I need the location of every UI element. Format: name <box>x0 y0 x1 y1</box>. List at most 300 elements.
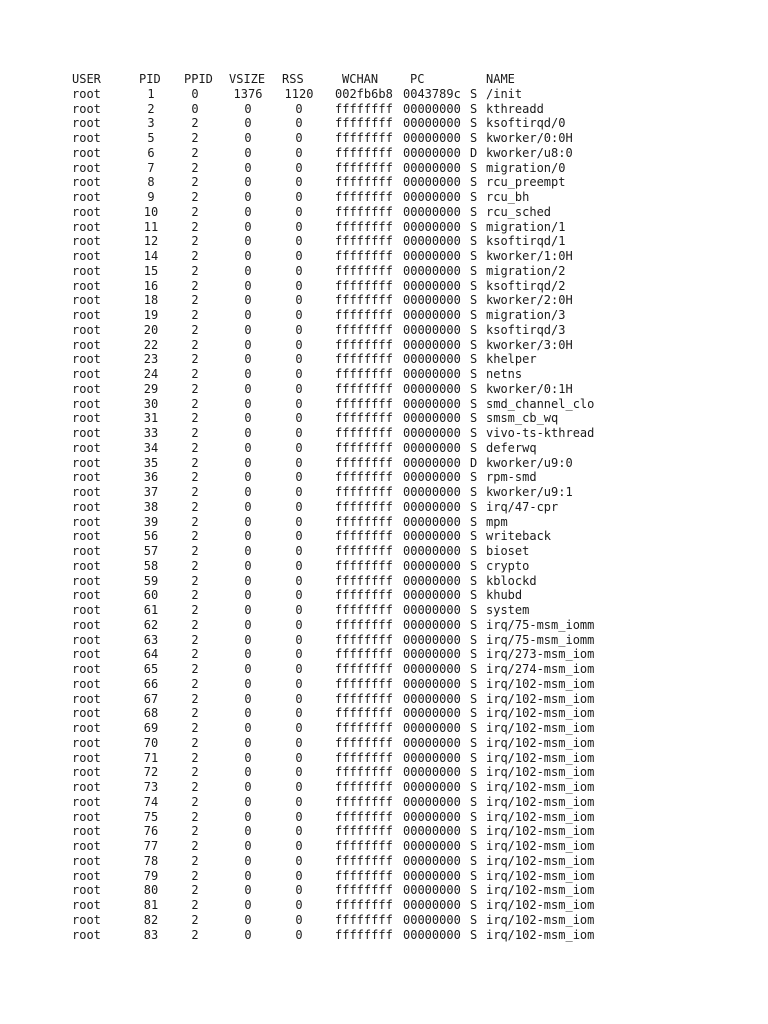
table-row <box>72 337 573 353</box>
cell-pid: 14 <box>143 249 159 263</box>
cell-state: S <box>470 499 478 514</box>
cell-name: irq/102-msm_iom <box>486 868 595 883</box>
cell-wchan: ffffffff <box>335 278 393 293</box>
cell-name: irq/102-msm_iom <box>486 912 595 927</box>
cell-rss: 0 <box>295 249 303 263</box>
cell-state: S <box>470 367 478 381</box>
cell-state: S <box>470 485 478 499</box>
cell-rss: 0 <box>295 544 303 558</box>
cell-name: rcu_preempt <box>486 175 566 190</box>
cell-wchan: ffffffff <box>335 794 393 809</box>
cell-vsize: 0 <box>244 322 252 337</box>
cell-pc: 00000000 <box>403 381 461 396</box>
cell-ppid: 2 <box>191 131 199 145</box>
cell-state: S <box>470 544 478 558</box>
table-row <box>72 470 537 485</box>
cell-name: kworker/3:0H <box>486 337 573 352</box>
cell-wchan: ffffffff <box>335 839 393 853</box>
cell-pid: 64 <box>143 647 159 662</box>
cell-state: S <box>470 426 478 440</box>
cell-ppid: 0 <box>191 86 199 101</box>
table-row <box>72 691 595 707</box>
cell-vsize: 0 <box>244 234 252 249</box>
table-row <box>72 721 595 736</box>
cell-vsize: 0 <box>244 735 252 750</box>
header-vsize: VSIZE <box>229 72 266 86</box>
cell-name: migration/0 <box>486 160 566 175</box>
cell-name: irq/102-msm_iom <box>486 765 595 780</box>
cell-rss: 0 <box>295 706 303 721</box>
table-row <box>72 455 573 471</box>
cell-wchan: ffffffff <box>335 204 393 219</box>
cell-pid: 59 <box>143 573 159 588</box>
cell-state: S <box>470 440 478 455</box>
cell-wchan: ffffffff <box>335 617 393 632</box>
table-row <box>72 234 566 249</box>
table-row <box>72 411 559 426</box>
table-row <box>72 588 523 603</box>
cell-vsize: 0 <box>244 883 252 898</box>
cell-ppid: 2 <box>191 898 199 912</box>
cell-name: irq/102-msm_iom <box>486 883 595 898</box>
cell-pid: 16 <box>143 278 159 293</box>
cell-vsize: 0 <box>244 381 252 396</box>
cell-state: S <box>470 912 478 927</box>
cell-ppid: 2 <box>191 617 199 632</box>
cell-name: kworker/0:1H <box>486 381 573 396</box>
cell-name: kthreadd <box>486 101 544 116</box>
cell-pid: 1 <box>147 86 155 101</box>
table-row <box>72 898 595 913</box>
cell-name: rcu_sched <box>486 204 552 219</box>
table-row <box>72 883 595 898</box>
cell-vsize: 0 <box>244 662 252 676</box>
cell-ppid: 2 <box>191 145 199 160</box>
cell-state: S <box>470 927 478 942</box>
cell-user: root <box>72 278 101 293</box>
table-row <box>72 676 595 692</box>
cell-vsize: 0 <box>244 809 252 824</box>
cell-name: migration/3 <box>486 308 566 322</box>
table-header <box>72 72 515 87</box>
cell-rss: 0 <box>295 396 303 411</box>
cell-pid: 2 <box>147 101 155 116</box>
table-row <box>72 381 573 397</box>
cell-name: smd_channel_clo <box>486 396 595 411</box>
cell-pid: 82 <box>143 912 159 927</box>
cell-pid: 80 <box>143 883 159 898</box>
cell-pc: 00000000 <box>403 293 461 308</box>
table-row <box>72 278 566 294</box>
cell-ppid: 2 <box>191 160 199 175</box>
cell-ppid: 2 <box>191 396 199 411</box>
cell-vsize: 0 <box>244 632 252 647</box>
cell-vsize: 0 <box>244 839 252 853</box>
cell-ppid: 2 <box>191 647 199 662</box>
cell-state: S <box>470 322 478 337</box>
cell-pid: 72 <box>143 765 159 780</box>
cell-user: root <box>72 101 101 116</box>
cell-rss: 0 <box>295 868 303 883</box>
cell-user: root <box>72 706 101 721</box>
cell-wchan: ffffffff <box>335 853 393 868</box>
cell-user: root <box>72 440 101 455</box>
cell-ppid: 2 <box>191 529 199 544</box>
cell-ppid: 2 <box>191 470 199 485</box>
cell-wchan: ffffffff <box>335 588 393 603</box>
cell-state: S <box>470 529 478 544</box>
cell-rss: 0 <box>295 912 303 927</box>
cell-wchan: ffffffff <box>335 426 393 440</box>
cell-user: root <box>72 676 101 691</box>
cell-user: root <box>72 234 101 249</box>
cell-name: irq/102-msm_iom <box>486 853 595 868</box>
cell-rss: 0 <box>295 794 303 809</box>
table-row <box>72 175 566 190</box>
cell-state: S <box>470 381 478 396</box>
cell-wchan: ffffffff <box>335 411 393 426</box>
cell-user: root <box>72 514 101 529</box>
table-row <box>72 426 595 441</box>
cell-state: S <box>470 234 478 249</box>
cell-pc: 00000000 <box>403 175 461 190</box>
cell-user: root <box>72 145 101 160</box>
cell-pid: 68 <box>143 706 159 721</box>
table-row <box>72 632 595 648</box>
cell-vsize: 0 <box>244 426 252 440</box>
table-row <box>72 647 595 662</box>
cell-user: root <box>72 573 101 588</box>
cell-wchan: ffffffff <box>335 116 393 131</box>
cell-pid: 10 <box>143 204 159 219</box>
cell-state: S <box>470 853 478 868</box>
cell-wchan: ffffffff <box>335 691 393 706</box>
cell-user: root <box>72 352 101 367</box>
header-rss: RSS <box>282 72 304 86</box>
cell-pc: 00000000 <box>403 396 461 411</box>
cell-pc: 00000000 <box>403 647 461 662</box>
cell-pc: 00000000 <box>403 691 461 706</box>
cell-user: root <box>72 249 101 263</box>
cell-name: crypto <box>486 558 530 573</box>
cell-state: S <box>470 352 478 367</box>
cell-user: root <box>72 588 101 603</box>
cell-pc: 00000000 <box>403 824 461 839</box>
cell-state: S <box>470 794 478 809</box>
cell-vsize: 0 <box>244 367 252 381</box>
cell-rss: 0 <box>295 263 303 278</box>
cell-name: rpm-smd <box>486 470 537 485</box>
table-row <box>72 116 566 131</box>
cell-rss: 0 <box>295 190 303 204</box>
cell-ppid: 2 <box>191 499 199 514</box>
cell-pc: 00000000 <box>403 249 461 263</box>
cell-rss: 0 <box>295 293 303 308</box>
cell-rss: 0 <box>295 426 303 440</box>
cell-user: root <box>72 853 101 868</box>
cell-pc: 00000000 <box>403 160 461 175</box>
cell-rss: 0 <box>295 809 303 824</box>
cell-state: S <box>470 116 478 131</box>
cell-state: S <box>470 411 478 426</box>
table-row <box>72 160 566 176</box>
cell-pc: 00000000 <box>403 411 461 426</box>
cell-user: root <box>72 603 101 617</box>
table-row <box>72 765 595 780</box>
table-row <box>72 367 523 382</box>
cell-wchan: ffffffff <box>335 662 393 676</box>
cell-pid: 61 <box>143 603 159 617</box>
header-pc: PC <box>410 72 425 86</box>
table-row <box>72 558 530 574</box>
cell-rss: 0 <box>295 721 303 735</box>
cell-wchan: ffffffff <box>335 868 393 883</box>
table-row <box>72 485 573 500</box>
cell-vsize: 0 <box>244 721 252 735</box>
cell-pid: 34 <box>143 440 159 455</box>
cell-wchan: ffffffff <box>335 735 393 750</box>
cell-rss: 0 <box>295 647 303 662</box>
cell-ppid: 2 <box>191 573 199 588</box>
cell-rss: 0 <box>295 780 303 794</box>
table-row <box>72 750 595 766</box>
cell-wchan: ffffffff <box>335 898 393 912</box>
cell-rss: 0 <box>295 676 303 691</box>
cell-pc: 00000000 <box>403 308 461 322</box>
cell-pc: 00000000 <box>403 721 461 735</box>
cell-pc: 00000000 <box>403 735 461 750</box>
cell-user: root <box>72 868 101 883</box>
cell-pc: 00000000 <box>403 278 461 293</box>
cell-name: khelper <box>486 352 537 367</box>
cell-ppid: 2 <box>191 514 199 529</box>
cell-ppid: 2 <box>191 219 199 234</box>
cell-pc: 0043789c <box>403 86 461 101</box>
cell-rss: 0 <box>295 853 303 868</box>
cell-state: S <box>470 101 478 116</box>
cell-ppid: 2 <box>191 868 199 883</box>
cell-pc: 00000000 <box>403 322 461 337</box>
table-row <box>72 263 566 279</box>
table-row <box>72 839 595 854</box>
cell-name: irq/102-msm_iom <box>486 898 595 912</box>
cell-ppid: 2 <box>191 558 199 573</box>
cell-rss: 0 <box>295 367 303 381</box>
cell-pc: 00000000 <box>403 470 461 485</box>
cell-vsize: 0 <box>244 765 252 780</box>
cell-state: S <box>470 175 478 190</box>
cell-pc: 00000000 <box>403 588 461 603</box>
header-user: USER <box>72 72 101 86</box>
cell-user: root <box>72 809 101 824</box>
cell-rss: 0 <box>295 617 303 632</box>
cell-rss: 0 <box>295 145 303 160</box>
cell-rss: 0 <box>295 765 303 780</box>
cell-state: S <box>470 278 478 293</box>
cell-wchan: ffffffff <box>335 544 393 558</box>
cell-state: S <box>470 204 478 219</box>
cell-name: irq/102-msm_iom <box>486 824 595 839</box>
cell-wchan: ffffffff <box>335 809 393 824</box>
cell-name: kworker/u9:0 <box>486 455 573 470</box>
cell-name: ksoftirqd/3 <box>486 322 566 337</box>
cell-pc: 00000000 <box>403 529 461 544</box>
cell-pc: 00000000 <box>403 617 461 632</box>
cell-wchan: ffffffff <box>335 249 393 263</box>
table-row <box>72 396 595 412</box>
cell-rss: 0 <box>295 337 303 352</box>
cell-state: S <box>470 337 478 352</box>
table-row <box>72 927 595 943</box>
cell-pid: 57 <box>143 544 159 558</box>
cell-user: root <box>72 293 101 308</box>
table-row <box>72 603 530 618</box>
cell-state: S <box>470 647 478 662</box>
cell-state: S <box>470 617 478 632</box>
cell-pid: 19 <box>143 308 159 322</box>
cell-name: netns <box>486 367 523 381</box>
cell-pid: 78 <box>143 853 159 868</box>
table-row <box>72 145 573 161</box>
cell-pid: 67 <box>143 691 159 706</box>
cell-ppid: 2 <box>191 190 199 204</box>
cell-user: root <box>72 721 101 735</box>
cell-ppid: 2 <box>191 116 199 131</box>
cell-name: kworker/2:0H <box>486 293 573 308</box>
cell-pid: 62 <box>143 617 159 632</box>
cell-wchan: ffffffff <box>335 381 393 396</box>
cell-pc: 00000000 <box>403 898 461 912</box>
cell-state: S <box>470 721 478 735</box>
cell-ppid: 0 <box>191 101 199 116</box>
table-row <box>72 544 530 559</box>
table-row <box>72 131 573 146</box>
cell-pc: 00000000 <box>403 352 461 367</box>
cell-wchan: ffffffff <box>335 470 393 485</box>
cell-name: ksoftirqd/1 <box>486 234 566 249</box>
cell-state: S <box>470 676 478 691</box>
cell-wchan: ffffffff <box>335 912 393 927</box>
cell-name: irq/102-msm_iom <box>486 927 595 942</box>
table-row <box>72 780 595 795</box>
cell-state: S <box>470 470 478 485</box>
cell-ppid: 2 <box>191 234 199 249</box>
cell-user: root <box>72 219 101 234</box>
cell-pid: 39 <box>143 514 159 529</box>
cell-name: ksoftirqd/2 <box>486 278 566 293</box>
cell-user: root <box>72 780 101 794</box>
cell-rss: 0 <box>295 558 303 573</box>
cell-vsize: 0 <box>244 131 252 145</box>
cell-pid: 23 <box>143 352 159 367</box>
cell-rss: 0 <box>295 116 303 131</box>
cell-user: root <box>72 794 101 809</box>
cell-user: root <box>72 396 101 411</box>
cell-state: S <box>470 868 478 883</box>
cell-state: S <box>470 219 478 234</box>
cell-pc: 00000000 <box>403 131 461 145</box>
table-row <box>72 249 573 264</box>
cell-vsize: 0 <box>244 529 252 544</box>
cell-rss: 0 <box>295 234 303 249</box>
cell-pc: 00000000 <box>403 440 461 455</box>
cell-pc: 00000000 <box>403 234 461 249</box>
cell-ppid: 2 <box>191 308 199 322</box>
cell-pid: 3 <box>147 116 155 131</box>
cell-vsize: 0 <box>244 455 252 470</box>
cell-ppid: 2 <box>191 927 199 942</box>
cell-name: irq/75-msm_iomm <box>486 632 595 647</box>
cell-pid: 6 <box>147 145 155 160</box>
cell-rss: 0 <box>295 175 303 190</box>
cell-vsize: 0 <box>244 440 252 455</box>
cell-user: root <box>72 204 101 219</box>
cell-user: root <box>72 190 101 204</box>
cell-state: S <box>470 883 478 898</box>
cell-vsize: 0 <box>244 293 252 308</box>
cell-user: root <box>72 617 101 632</box>
cell-pc: 00000000 <box>403 455 461 470</box>
cell-vsize: 0 <box>244 588 252 603</box>
cell-ppid: 2 <box>191 662 199 676</box>
table-row <box>72 322 566 338</box>
cell-pid: 33 <box>143 426 159 440</box>
cell-vsize: 0 <box>244 676 252 691</box>
cell-ppid: 2 <box>191 426 199 440</box>
cell-state: S <box>470 308 478 322</box>
cell-rss: 0 <box>295 411 303 426</box>
cell-pid: 29 <box>143 381 159 396</box>
cell-name: kworker/0:0H <box>486 131 573 145</box>
cell-rss: 0 <box>295 691 303 706</box>
table-row <box>72 794 595 810</box>
cell-ppid: 2 <box>191 824 199 839</box>
cell-user: root <box>72 558 101 573</box>
cell-pc: 00000000 <box>403 603 461 617</box>
cell-state: S <box>470 396 478 411</box>
cell-ppid: 2 <box>191 352 199 367</box>
cell-pc: 00000000 <box>403 632 461 647</box>
cell-pc: 00000000 <box>403 514 461 529</box>
cell-state: S <box>470 603 478 617</box>
cell-ppid: 2 <box>191 381 199 396</box>
cell-vsize: 0 <box>244 160 252 175</box>
cell-pid: 74 <box>143 794 159 809</box>
cell-rss: 0 <box>295 160 303 175</box>
header-wchan: WCHAN <box>342 72 379 86</box>
cell-ppid: 2 <box>191 322 199 337</box>
cell-ppid: 2 <box>191 588 199 603</box>
cell-pid: 60 <box>143 588 159 603</box>
cell-pid: 76 <box>143 824 159 839</box>
cell-wchan: ffffffff <box>335 455 393 470</box>
cell-vsize: 0 <box>244 794 252 809</box>
cell-wchan: ffffffff <box>335 573 393 588</box>
cell-vsize: 0 <box>244 544 252 558</box>
cell-user: root <box>72 839 101 853</box>
cell-wchan: ffffffff <box>335 190 393 204</box>
cell-pc: 00000000 <box>403 573 461 588</box>
cell-rss: 0 <box>295 588 303 603</box>
cell-vsize: 0 <box>244 204 252 219</box>
cell-vsize: 0 <box>244 824 252 839</box>
header-name: NAME <box>486 72 515 86</box>
cell-ppid: 2 <box>191 883 199 898</box>
cell-state: S <box>470 514 478 529</box>
cell-rss: 0 <box>295 101 303 116</box>
cell-pc: 00000000 <box>403 544 461 558</box>
process-table <box>72 72 595 942</box>
